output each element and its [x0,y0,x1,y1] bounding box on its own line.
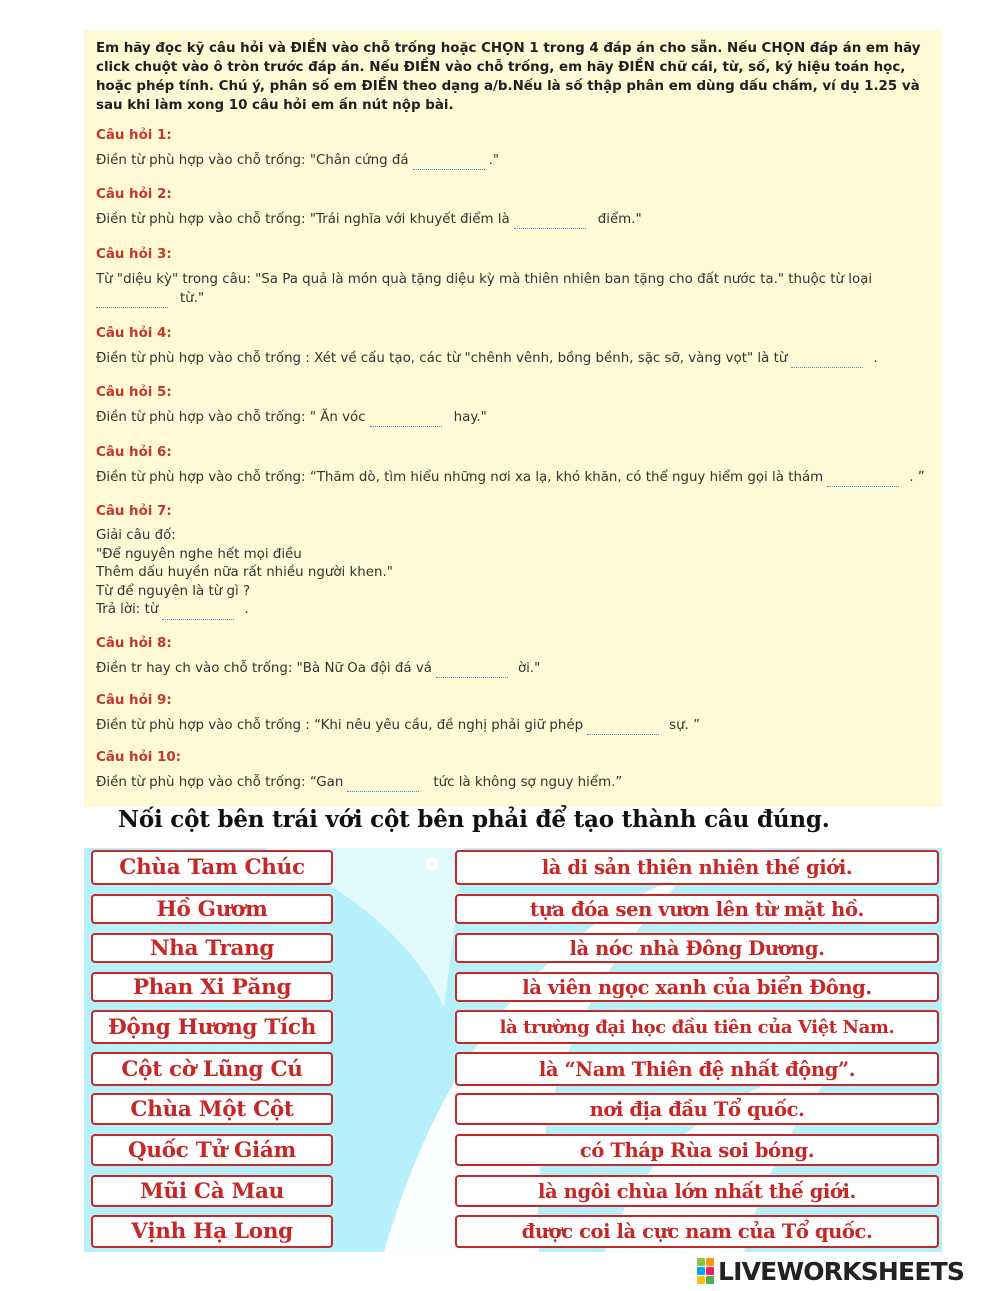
right-item-4[interactable]: là viên ngọc xanh của biển Đông. [455,972,939,1002]
right-item-1[interactable]: là di sản thiên nhiên thế giới. [455,850,939,885]
riddle-line: Giải câu đố: [96,528,176,543]
question-2 [96,185,930,229]
riddle-line: Thêm dấu huyền nữa rất nhiều người khen." [96,565,393,580]
question-5 [96,383,930,427]
left-item-7[interactable]: Chùa Một Cột [91,1093,333,1125]
question-text-after: điểm." [597,212,642,227]
answer-blank-9[interactable] [587,717,659,735]
question-title: Câu hỏi 5: [96,385,172,400]
logo-text: LIVEWORKSHEETS [718,1256,965,1286]
question-text: Điền từ phù hợp vào chỗ trống: “Thăm dò, tìm hiểu những nơi xa lạ, khó khăn, có thể nguy hiểm gọi là thám [96,470,824,485]
question-text-after: sự. ” [669,718,701,733]
right-item-3[interactable]: là nóc nhà Đông Dương. [455,933,939,963]
question-text: Trả lời: từ [96,602,159,617]
answer-blank-10[interactable] [347,774,419,792]
question-text: Điền từ phù hợp vào chỗ trống : “Khi nêu yêu cầu, đề nghị phải giữ phép [96,718,584,733]
question-10 [96,748,930,792]
left-item-6[interactable]: Cột cờ Lũng Cú [91,1052,333,1086]
matching-area [84,848,942,1252]
right-item-7[interactable]: nơi địa đầu Tổ quốc. [455,1093,939,1125]
answer-blank-4[interactable] [791,350,863,368]
question-text: Điền từ phù hợp vào chỗ trống : Xét về cấu tạo, các từ "chênh vênh, bồng bềnh, sặc sỡ, vàng vọt" là từ [96,351,788,366]
question-text-after: . [244,602,249,617]
question-text: Điền từ phù hợp vào chỗ trống: "Chân cứng đá [96,153,409,168]
question-4 [96,324,930,368]
question-1 [96,126,930,170]
question-text-after: ời." [517,661,541,676]
answer-blank-3[interactable] [96,290,168,308]
answer-blank-5[interactable] [370,409,442,427]
question-title: Câu hỏi 7: [96,504,172,519]
question-3 [96,245,930,308]
left-item-8[interactable]: Quốc Tử Giám [91,1134,333,1166]
liveworksheets-logo [697,1256,964,1286]
question-title: Câu hỏi 6: [96,445,172,460]
answer-blank-8[interactable] [436,660,508,678]
instructions: Em hãy đọc kỹ câu hỏi và ĐIỀN vào chỗ trống hoặc CHỌN 1 trong 4 đáp án cho sẵn. Nếu CHỌN đáp án em hãy click chuột vào ô tròn trước đáp án. Nếu ĐIỀN vào chỗ trống, em hãy ĐIỀN chữ cái, từ, số, ký hiệu toán học, hoặc phép tính. Chú ý, phân số em ĐIỀN theo dạng a/b.Nếu là số thập phân em dùng dấu chấm, ví dụ 1.25 và sau khi làm xong 10 câu hỏi em ấn nút nộp bài. [96,41,921,113]
riddle-line: Từ để nguyên là từ gì ? [96,583,251,599]
right-item-2[interactable]: tựa đóa sen vươn lên từ mặt hồ. [455,894,939,924]
riddle-line: "Để nguyên nghe hết mọi điều [96,546,302,562]
question-7 [96,502,930,620]
answer-blank-6[interactable] [827,469,899,487]
question-text-after: . [873,351,878,366]
question-title: Câu hỏi 9: [96,693,172,708]
right-item-9[interactable]: là ngôi chùa lớn nhất thế giới. [455,1175,939,1207]
answer-blank-1[interactable] [413,152,485,170]
question-text: Từ "diệu kỳ" trong câu: "Sa Pa quả là món quà tặng diệu kỳ mà thiên nhiên ban tặng cho đất nước ta." thuộc từ loại [96,272,873,287]
question-text: Điền từ phù hợp vào chỗ trống: “Gan [96,775,344,790]
right-item-10[interactable]: được coi là cực nam của Tổ quốc. [455,1215,939,1248]
left-item-3[interactable]: Nha Trang [91,933,333,963]
question-title: Câu hỏi 10: [96,750,182,765]
question-6 [96,443,930,487]
left-item-5[interactable]: Động Hương Tích [91,1010,333,1044]
answer-blank-7[interactable] [162,602,234,620]
question-title: Câu hỏi 2: [96,187,172,202]
question-text-after: tức là không sợ nguy hiểm.” [433,775,623,790]
question-text-after: hay." [453,410,487,425]
matching-title: Nối cột bên trái với cột bên phải để tạo thành câu đúng. [118,806,830,833]
left-item-2[interactable]: Hồ Gươm [91,894,333,924]
question-text-after: từ." [180,291,205,306]
question-title: Câu hỏi 4: [96,326,172,341]
quiz-panel [84,30,942,807]
question-text: Điền tr hay ch vào chỗ trống: "Bà Nữ Oa đội đá vá [96,661,432,676]
answer-blank-2[interactable] [514,211,586,229]
right-item-5[interactable]: là trường đại học đầu tiên của Việt Nam. [455,1010,939,1044]
question-text-after: ." [488,153,499,168]
question-text: Điền từ phù hợp vào chỗ trống: " Ăn vóc [96,410,366,425]
left-item-1[interactable]: Chùa Tam Chúc [91,850,333,885]
right-item-8[interactable]: có Tháp Rùa soi bóng. [455,1134,939,1166]
right-item-6[interactable]: là “Nam Thiên đệ nhất động”. [455,1052,939,1086]
logo-blocks-icon [697,1258,714,1284]
question-9 [96,691,930,735]
question-title: Câu hỏi 1: [96,128,172,143]
question-text: Điền từ phù hợp vào chỗ trống: "Trái nghĩa với khuyết điểm là [96,212,510,227]
question-title: Câu hỏi 3: [96,247,172,262]
left-item-9[interactable]: Mũi Cà Mau [91,1175,333,1207]
question-title: Câu hỏi 8: [96,636,172,651]
question-8 [96,634,930,678]
left-item-10[interactable]: Vịnh Hạ Long [91,1215,333,1248]
left-item-4[interactable]: Phan Xi Păng [91,972,333,1002]
question-text-after: . ” [909,470,925,485]
